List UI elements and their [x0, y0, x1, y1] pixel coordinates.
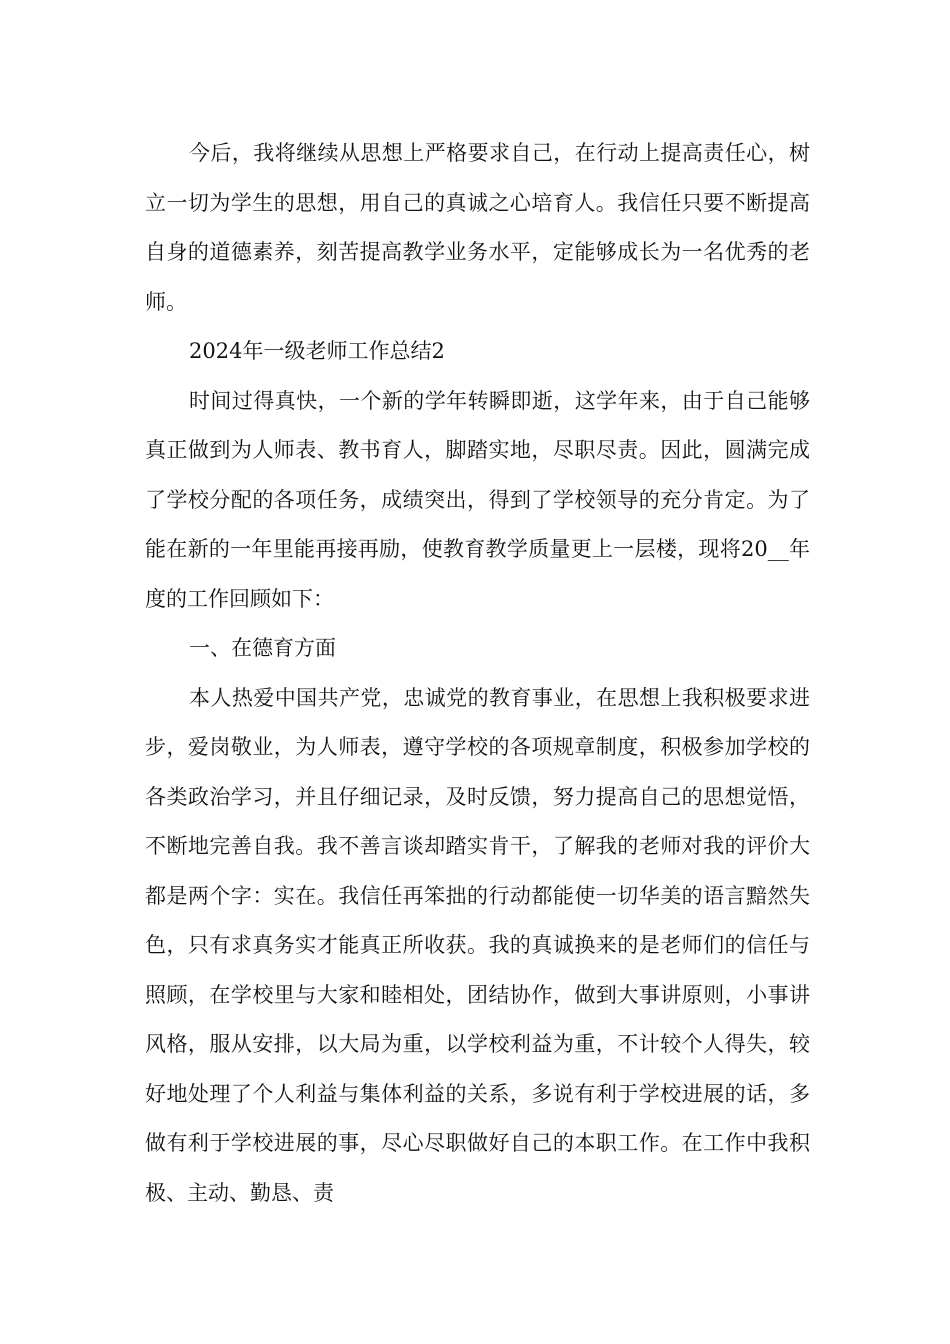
section-title: 2024年一级老师工作总结2 [189, 339, 445, 363]
paragraph-moral-education: 本人热爱中国共产党，忠诚党的教育事业，在思想上我积极要求进步，爱岗敬业，为人师表，遵守学校的各项规章制度，积极参加学校的各类政治学习，并且仔细记录，及时反馈，努力提高自己的思想觉悟，不断地完善自我。我不善言谈却踏实肯干，了解我的老师对我的评价大都是两个字：实在。我信任再笨拙的行动都能使一切华美的语言黯然失色，只有求真务实才能真正所收获。我的真诚换来的是老师们的信任与照顾，在学校里与大家和睦相处，团结协作，做到大事讲原则，小事讲风格，服从安排，以大局为重，以学校利益为重，不计较个人得失，较好地处理了个人利益与集体利益的关系，多说有利于学校进展的话，多做有利于学校进展的事，尽心尽职做好自己的本职工作。在工作中我积极、主动、勤恳、责 [145, 685, 810, 1205]
subsection-heading: 一、在德育方面 [189, 636, 336, 660]
paragraph-closing: 今后，我将继续从思想上严格要求自己，在行动上提高责任心，树立一切为学生的思想，用自己的真诚之心培育人。我信任只要不断提高自身的道德素养，刻苦提高教学业务水平，定能够成长为一名优秀的老师。 [145, 141, 810, 314]
paragraph-intro: 时间过得真快，一个新的学年转瞬即逝，这学年来，由于自己能够真正做到为人师表、教书育人，脚踏实地，尽职尽责。因此，圆满完成了学校分配的各项任务，成绩突出，得到了学校领导的充分肯定。为了能在新的一年里能再接再励，使教育教学质量更上一层楼，现将20__年度的工作回顾如下： [145, 388, 810, 611]
document-body [145, 129, 810, 1218]
